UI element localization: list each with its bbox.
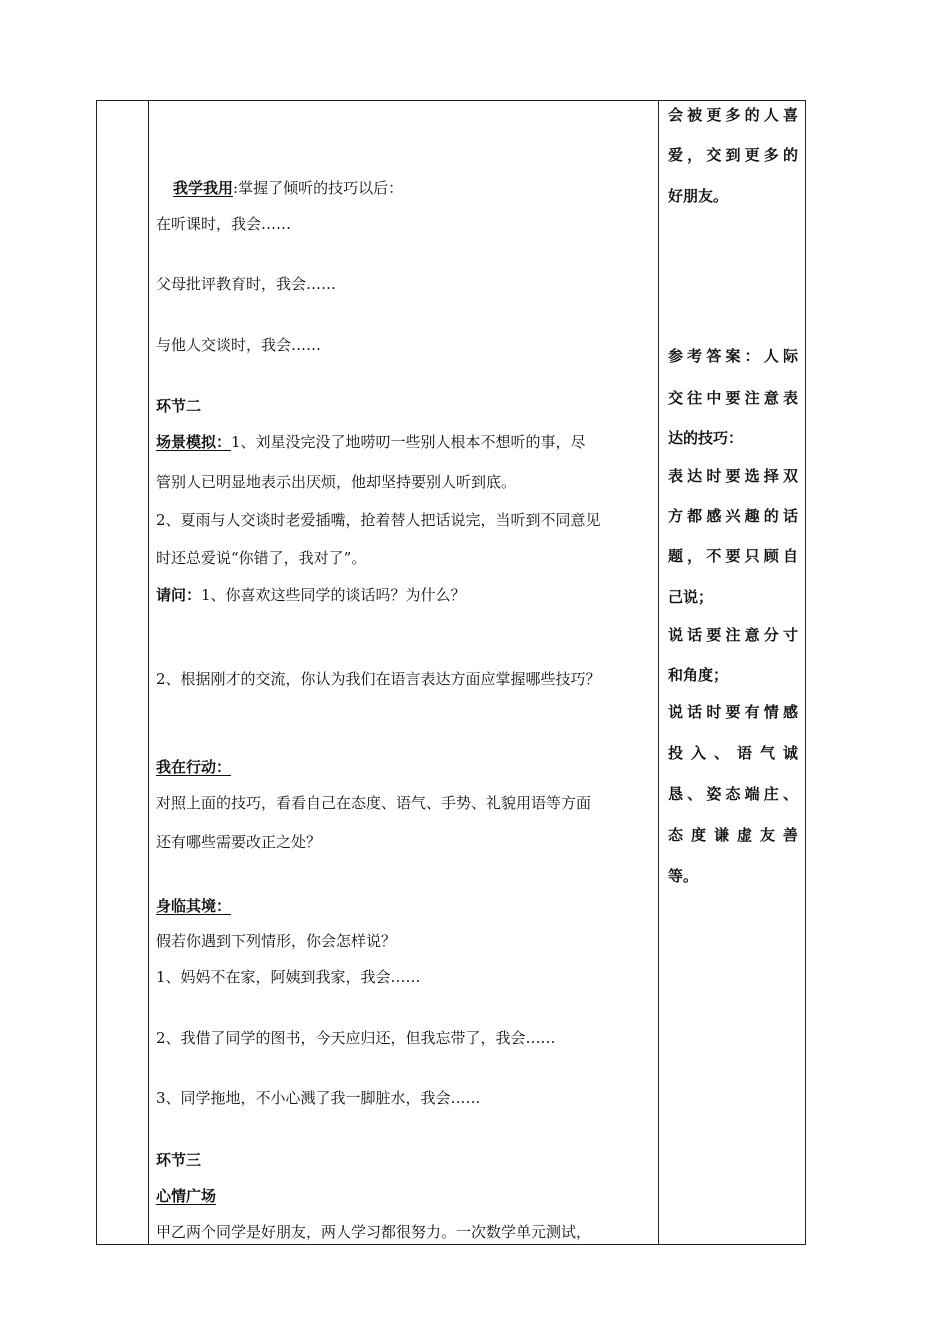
side-line-6: 达的技巧： — [668, 429, 744, 447]
changjing-label: 场景模拟： — [156, 433, 232, 451]
column-divider-right — [658, 101, 659, 1244]
changjing-line-2: 管别人已明显地表示出厌烦，他却坚持要别人听到底。 — [156, 473, 517, 491]
changjing-text-1: 1、刘星没完没了地唠叨一些别人根本不想听的事，尽 — [231, 433, 586, 451]
side-line-2: 爱 ， 交 到 更 多 的 — [668, 146, 798, 164]
xingdong-line-2: 还有哪些需要改正之处？ — [156, 833, 322, 851]
qingwen-line-2: 2、根据刚才的交流，你认为我们在语言表达方面应掌握哪些技巧？ — [156, 670, 601, 688]
side-line-9: 题 ， 不 要 只 顾 自 — [668, 547, 798, 565]
shenlin-item-1: 1、妈妈不在家，阿姨到我家，我会…… — [156, 968, 421, 986]
side-line-5: 交 往 中 要 注 意 表 — [668, 389, 798, 407]
qingwen-q1: 1、你喜欢这些同学的谈话吗？为什么？ — [201, 586, 466, 604]
side-line-16: 态 度 谦 虚 友 善 — [668, 826, 798, 844]
side-line-3: 好朋友。 — [668, 187, 729, 205]
shenlin-intro: 假若你遇到下列情形，你会怎样说？ — [156, 932, 397, 950]
qingwen-label: 请问： — [156, 586, 202, 604]
side-line-13: 说 话 时 要 有 情 感 — [668, 703, 798, 721]
xiayu-line-2: 时还总爱说“你错了，我对了”。 — [156, 549, 367, 567]
xinqing-line-1: 甲乙两个同学是好朋友，两人学习都很努力。一次数学单元测试， — [156, 1223, 592, 1241]
shenlin-item-2: 2、我借了同学的图书，今天应归还，但我忘带了，我会…… — [156, 1029, 556, 1047]
tingke-line: 在听课时，我会…… — [156, 215, 292, 233]
woxue-line — [173, 178, 403, 198]
side-line-10: 己说； — [668, 588, 714, 606]
woxue-text: :掌握了倾听的技巧以后： — [233, 179, 404, 197]
side-line-15: 恳 、 姿 态 端 庄 、 — [668, 785, 798, 803]
xinqing-heading: 心情广场 — [156, 1187, 217, 1205]
shenlin-heading: 身临其境： — [156, 897, 232, 915]
shenlin-item-3: 3、同学拖地，不小心溅了我一脚脏水，我会…… — [156, 1089, 481, 1107]
section-two-heading: 环节二 — [156, 397, 202, 415]
side-line-17: 等。 — [668, 867, 699, 885]
woxue-label: 我学我用 — [173, 179, 234, 197]
side-line-1: 会 被 更 多 的 人 喜 — [668, 106, 798, 124]
changjing-line-1 — [156, 432, 586, 452]
xiayu-line-1: 2、夏雨与人交谈时老爱插嘴，抢着替人把话说完，当听到不同意见 — [156, 511, 601, 529]
column-divider-left — [148, 101, 149, 1244]
side-line-4: 参 考 答 案 ： 人 际 — [668, 347, 798, 365]
side-line-12: 和角度； — [668, 666, 729, 684]
qingwen-line-1 — [156, 585, 466, 605]
section-three-heading: 环节三 — [156, 1151, 202, 1169]
jiaotan-line: 与他人交谈时，我会…… — [156, 336, 322, 354]
xingdong-line-1: 对照上面的技巧，看看自己在态度、语气、手势、礼貌用语等方面 — [156, 794, 592, 812]
fumu-line: 父母批评教育时，我会…… — [156, 275, 337, 293]
side-line-14: 投 入 、 语 气 诚 — [668, 744, 798, 762]
side-line-11: 说 话 要 注 意 分 寸 — [668, 626, 798, 644]
side-line-7: 表 达 时 要 选 择 双 — [668, 467, 798, 485]
side-line-8: 方 都 感 兴 趣 的 话 — [668, 507, 798, 525]
xingdong-heading: 我在行动： — [156, 758, 232, 776]
